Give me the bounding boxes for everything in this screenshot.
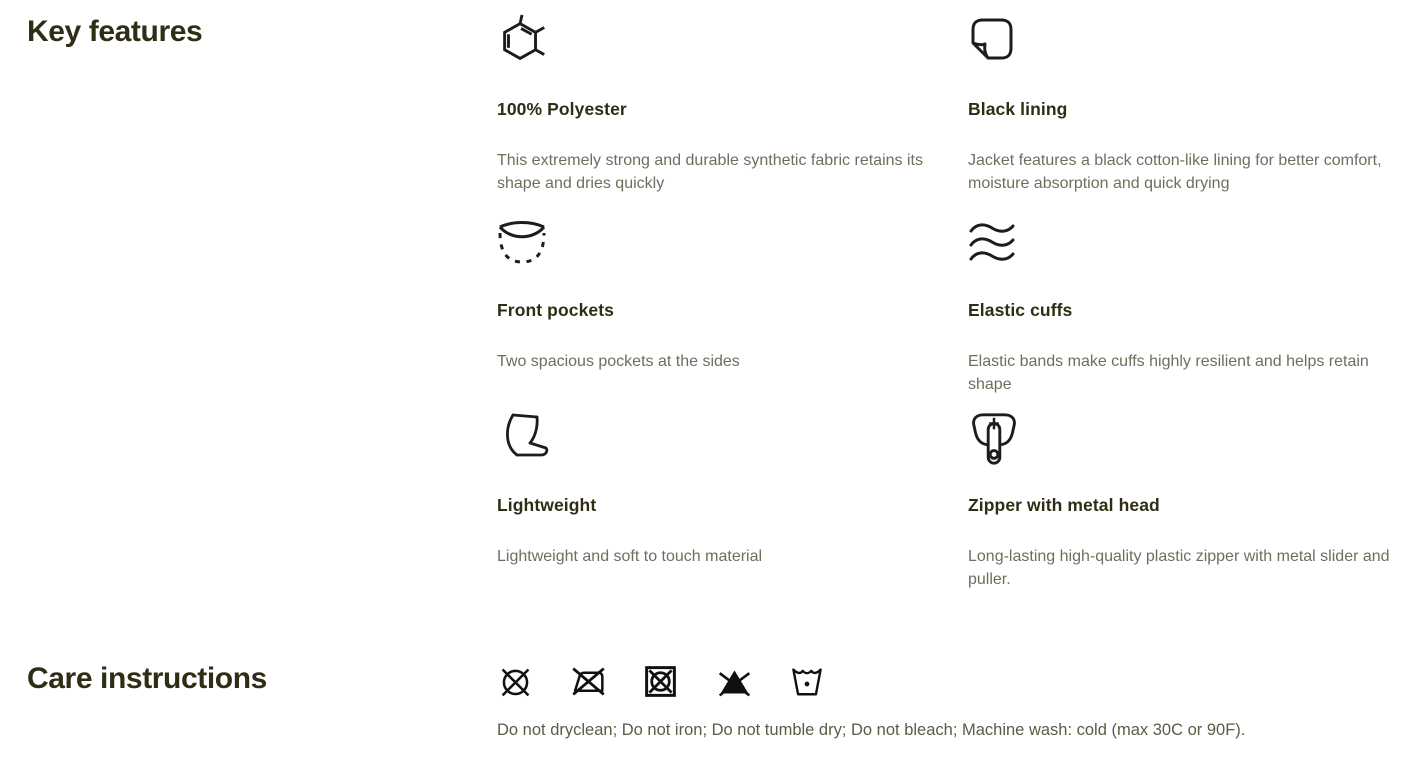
black-lining-icon [968, 14, 1404, 70]
feature-description: Two spacious pockets at the sides [497, 353, 740, 370]
care-instructions-text: Do not dryclean; Do not iron; Do not tumble dry; Do not bleach; Machine wash: cold (max 30C or 90F). [497, 721, 1246, 739]
feature-description: This extremely strong and durable synthetic fabric retains its shape and dries quickly [497, 152, 923, 192]
feature-elastic-cuffs [968, 215, 1404, 396]
front-pockets-icon [497, 215, 939, 271]
feature-black-lining [968, 14, 1404, 195]
feature-polyester [497, 14, 939, 195]
feature-title: Lightweight [497, 495, 597, 515]
feature-description: Elastic bands make cuffs highly resilient and helps retain shape [968, 353, 1369, 393]
care-instructions-heading: Care instructions [27, 662, 267, 695]
zipper-icon [968, 410, 1404, 466]
do-not-iron-icon [569, 663, 607, 700]
feature-description: Long-lasting high-quality plastic zipper with metal slider and puller. [968, 548, 1390, 588]
care-icons-row [497, 663, 824, 700]
feature-description: Lightweight and soft to touch material [497, 548, 763, 565]
do-not-tumble-dry-icon [642, 663, 679, 700]
elastic-cuffs-icon [968, 215, 1404, 271]
do-not-bleach-icon [714, 663, 755, 700]
feature-zipper [968, 410, 1404, 591]
machine-wash-icon [790, 663, 824, 700]
polyester-icon [497, 14, 939, 70]
key-features-heading: Key features [27, 15, 203, 48]
feature-description: Jacket features a black cotton-like lining for better comfort, moisture absorption and quick drying [968, 152, 1382, 192]
lightweight-icon [497, 410, 939, 466]
feature-title: Zipper with metal head [968, 495, 1160, 515]
feature-title: Black lining [968, 99, 1068, 119]
feature-lightweight [497, 410, 939, 568]
feature-front-pockets [497, 215, 939, 373]
do-not-dryclean-icon [497, 663, 534, 700]
feature-title: Elastic cuffs [968, 300, 1073, 320]
feature-title: 100% Polyester [497, 99, 627, 119]
feature-title: Front pockets [497, 300, 615, 320]
